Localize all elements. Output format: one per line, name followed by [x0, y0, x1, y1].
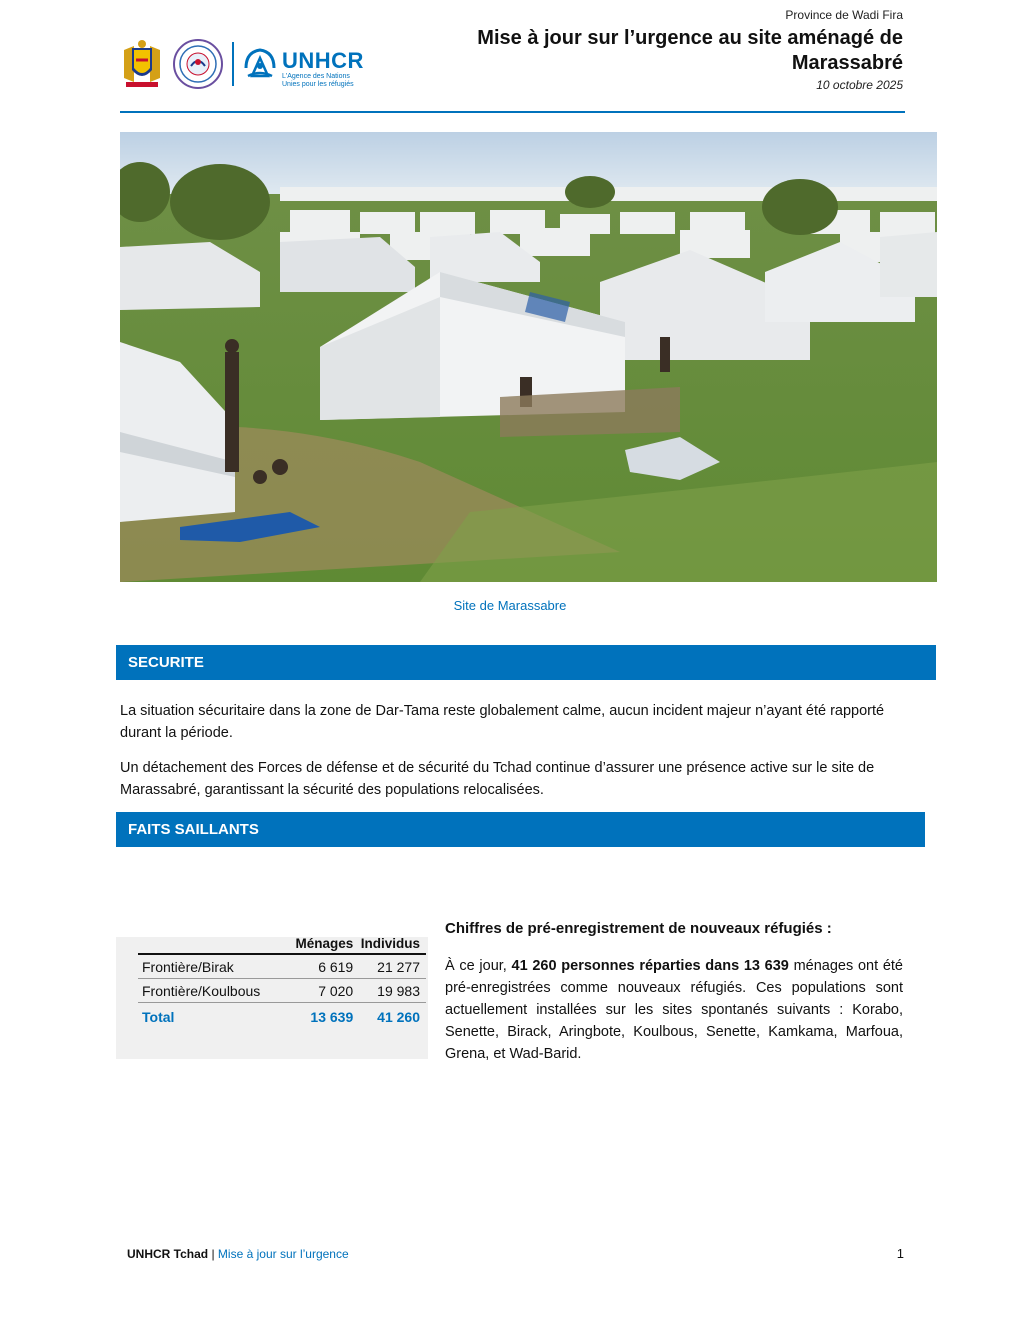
stats-heading: Chiffres de pré-enregistrement de nouveaux réfugiés :	[445, 920, 832, 937]
province-label: Province de Wadi Fira	[785, 8, 903, 22]
unhcr-tagline: Unies pour les réfugiés	[282, 81, 354, 88]
table-cell-menages: 7 020	[294, 979, 359, 1003]
table-cell-label: Frontière/Birak	[138, 954, 294, 979]
page-number: 1	[896, 1246, 904, 1261]
chad-coat-of-arms-logo	[116, 38, 168, 90]
stats-text: À ce jour,	[445, 958, 512, 974]
government-seal-logo	[172, 38, 224, 90]
page-footer	[127, 1247, 349, 1261]
document-title	[443, 26, 903, 76]
table-cell-individus: 19 983	[359, 979, 426, 1003]
header-divider	[120, 111, 905, 113]
footer-org: UNHCR Tchad	[127, 1247, 209, 1261]
table-cell-individus: 21 277	[359, 954, 426, 979]
document-date: 10 octobre 2025	[816, 78, 903, 92]
camp-photo	[120, 132, 937, 582]
stats-text: ménages ont été pré-enregistrées comme nouveaux réfugiés. Ces populations sont actuellement installées sur les sites spontanés suivants : Korabo, Senette, Birack, Aringbote, Koulbous, Senette, Kamkama, Marfoua, Grena, et Wad-Barid.	[445, 958, 903, 1062]
document-title-line: Marassabré	[791, 52, 903, 74]
table-row	[138, 979, 426, 1003]
stats-paragraph	[445, 955, 903, 1065]
photo-caption: Site de Marassabre	[453, 598, 567, 613]
table-total-row	[138, 1003, 426, 1029]
table-cell-label: Frontière/Koulbous	[138, 979, 294, 1003]
logo-separator	[232, 42, 234, 86]
section-heading-security: SECURITE	[116, 645, 936, 680]
refugee-figures-table	[138, 933, 426, 1028]
table-row	[138, 954, 426, 979]
header-text-block	[443, 8, 903, 92]
security-paragraph: La situation sécuritaire dans la zone de Dar-Tama reste globalement calme, aucun incident majeur n’ayant été rapporté durant la période.	[120, 703, 885, 741]
table-cell-individus: 41 260	[377, 1009, 420, 1025]
table-header-cell: Individus	[359, 933, 426, 954]
header-logos	[116, 38, 376, 90]
unhcr-tagline: L'Agence des Nations	[282, 73, 350, 80]
footer-subtitle: Mise à jour sur l’urgence	[217, 1247, 349, 1261]
unhcr-emblem-icon	[242, 46, 278, 82]
table-cell-menages: 6 619	[294, 954, 359, 979]
footer-separator: |	[208, 1247, 218, 1261]
stats-bold-figures: 41 260 personnes réparties dans 13 639	[511, 958, 789, 974]
document-title-line: Mise à jour sur l’urgence au site aménagé de	[477, 27, 903, 49]
unhcr-logo	[242, 44, 372, 88]
security-paragraph: Un détachement des Forces de défense et de sécurité du Tchad continue d’assurer une présence active sur le site de Marassabré, garantissant la sécurité des populations relocalisées.	[120, 760, 875, 798]
table-header-cell	[138, 933, 294, 954]
table-cell-label: Total	[142, 1009, 175, 1025]
section-heading-highlights: FAITS SAILLANTS	[116, 812, 925, 847]
table-header-row	[138, 933, 426, 954]
table-cell-menages: 13 639	[310, 1009, 354, 1025]
unhcr-wordmark: UNHCR	[282, 48, 364, 73]
table-header-cell: Ménages	[294, 933, 359, 954]
